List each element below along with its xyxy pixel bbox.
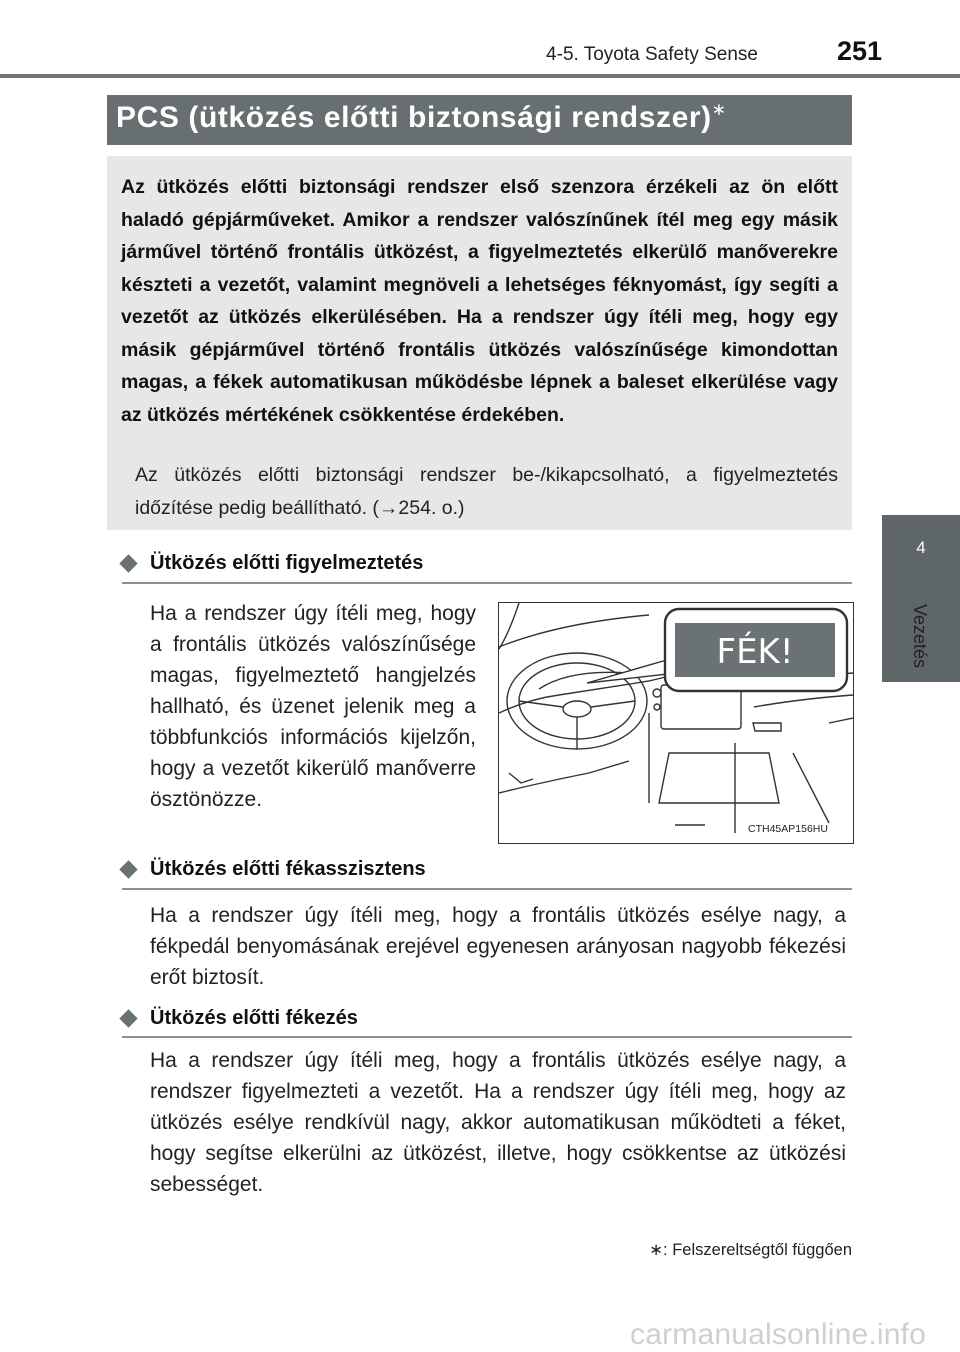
page-number: 251 xyxy=(836,36,882,66)
chapter-tab-label: Vezetés xyxy=(910,604,930,669)
diamond-bullet-icon xyxy=(119,1009,137,1027)
footnote-asterisk: ∗ xyxy=(649,1241,664,1259)
section-heading: Ütközés előtti fékasszisztens xyxy=(150,858,426,880)
section-heading: Ütközés előtti fékezés xyxy=(150,1007,358,1029)
section-rule xyxy=(122,582,852,584)
diamond-bullet-icon xyxy=(119,860,137,878)
dashboard-illustration xyxy=(498,602,854,844)
page-title-text: PCS (ütközés előtti biztonsági rendszer) xyxy=(116,101,712,134)
section-rule xyxy=(122,1036,852,1038)
header-rule xyxy=(0,74,960,78)
footnote-text: : Felszereltségtől függően xyxy=(663,1241,852,1259)
display-message: FÉK! xyxy=(716,632,794,672)
intro-note: Az ütközés előtti biztonsági rendszer be-/kikapcsolható, a figyelmeztetés időzítése pedig beállítható. (→254. o.) xyxy=(135,464,838,519)
section-heading: Ütközés előtti figyelmeztetés xyxy=(150,552,424,574)
section-label: 4-5. Toyota Safety Sense xyxy=(546,44,758,65)
diamond-bullet-icon xyxy=(119,554,137,572)
intro-bold-text: Az ütközés előtti biztonsági rendszer első szenzora érzékeli az ön előtt haladó gépjárműveket. Amikor a rendszer valószínűnek ítél meg egy másik járművel történő frontális ütközést, a figyelmeztetés elkerülő manőverekre készteti a vezetőt, valamint megnöveli a lehetséges féknyomást, így segíti a vezetőt az ütközés elkerülésében. Ha a rendszer úgy ítéli meg, hogy egy másik gépjárművel történő frontális ütközés valószínűsége kimondottan magas, a fékek automatikusan működésbe lépnek a baleset elkerülése vagy az ütközés mértékének csökkentése érdekében. xyxy=(121,176,838,426)
watermark: carmanualsonline.info xyxy=(630,1318,927,1351)
section-text: Ha a rendszer úgy ítéli meg, hogy a frontális ütközés esélye nagy, a rendszer figyelmezteti a vezetőt. Ha a rendszer úgy ítéli meg, hogy az ütközés esélye rendkívül nagy, akkor automatikusan működteti a féket, hogy segítse elkerülni az ütközést, illetve, hogy csökkentse az ütközési sebességet. xyxy=(150,1049,846,1196)
footnote xyxy=(649,1240,852,1260)
page-title xyxy=(116,100,727,135)
title-asterisk: ∗ xyxy=(711,100,727,119)
section-text: Ha a rendszer úgy ítéli meg, hogy a frontális ütközés valószínűsége magas, figyelmeztető hangjelzés hallható, és üzenet jelenik meg a többfunkciós információs kijelzőn, hogy a vezetőt kikerülő manőverre ösztönözze. xyxy=(150,602,476,811)
section-text: Ha a rendszer úgy ítéli meg, hogy a frontális ütközés esélye nagy, a fékpedál benyomásának erejével egyenesen arányosan nagyobb fékezési erőt biztosít. xyxy=(150,904,846,989)
dashboard-drawing xyxy=(499,603,853,843)
section-rule xyxy=(122,888,852,890)
figure-code: CTH45AP156HU xyxy=(748,823,828,835)
chapter-tab-number: 4 xyxy=(916,538,926,557)
